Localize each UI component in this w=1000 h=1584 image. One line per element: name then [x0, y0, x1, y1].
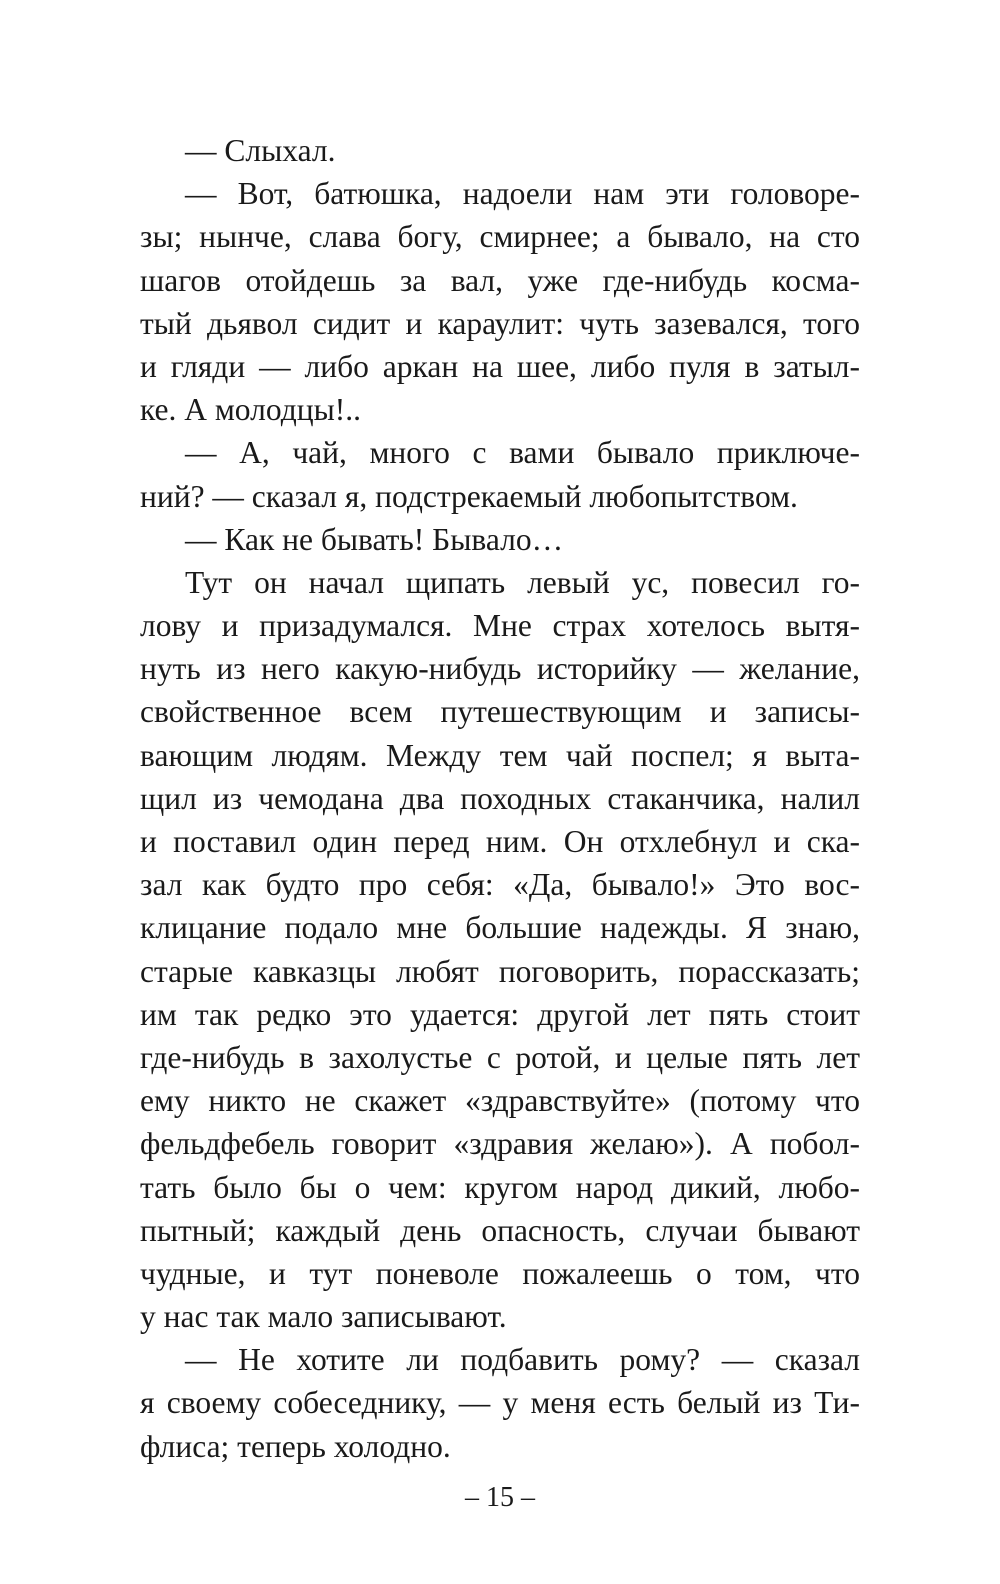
- text-line: зы; нынче, слава богу, смирнее; а бывало, на сто: [140, 219, 860, 255]
- text-line: ний? — сказал я, подстрекаемый любопытством.: [140, 478, 798, 514]
- text-line: тый дьявол сидит и караулит: чуть зазевался, того: [140, 305, 860, 341]
- text-line: — Слыхал.: [185, 133, 336, 168]
- text-line: — Вот, батюшка, надоели нам эти головоре-: [185, 176, 860, 212]
- text-line: фельдфебель говорит «здравия желаю»). А побол-: [140, 1126, 860, 1162]
- text-line: им так редко это удается: другой лет пять стоит: [140, 996, 860, 1032]
- text-line: шагов отойдешь за вал, уже где-нибудь косма-: [140, 262, 860, 298]
- text-line: ке. А молодцы!..: [140, 392, 361, 428]
- text-line: нуть из него какую-нибудь историйку — желание,: [140, 651, 860, 687]
- text-line: старые кавказцы любят поговорить, порассказать;: [140, 953, 860, 989]
- text-line: и гляди — либо аркан на шее, либо пуля в затыл-: [140, 348, 860, 384]
- text-line: лову и призадумался. Мне страх хотелось вытя-: [140, 608, 860, 644]
- text-line: щил из чемодана два походных стаканчика, налил: [140, 780, 860, 816]
- text-line: свойственное всем путешествующим и записы-: [140, 694, 860, 730]
- page-text: [140, 129, 860, 1468]
- text-line: у нас так мало записывают.: [140, 1299, 507, 1335]
- text-line: флиса; теперь холодно.: [140, 1428, 451, 1464]
- text-line: где-нибудь в захолустье с ротой, и целые пять лет: [140, 1039, 860, 1075]
- page-number: – 15 –: [465, 1482, 535, 1513]
- text-line: тать было бы о чем: кругом народ дикий, любо-: [140, 1169, 860, 1205]
- text-line: — Не хотите ли подбавить рому? — сказал: [185, 1342, 860, 1378]
- text-line: и поставил один перед ним. Он отхлебнул и ска-: [140, 824, 860, 859]
- text-line: пытный; каждый день опасность, случаи бывают: [140, 1212, 860, 1248]
- text-line: вающим людям. Между тем чай поспел; я выта-: [140, 737, 860, 773]
- text-line: — А, чай, много с вами бывало приключе-: [185, 435, 860, 471]
- text-line: ему никто не скажет «здравствуйте» (потому что: [140, 1083, 860, 1119]
- text-line: зал как будто про себя: «Да, бывало!» Это вос-: [140, 867, 860, 903]
- text-line: Тут он начал щипать левый ус, повесил го-: [185, 564, 860, 600]
- text-line: клицание подало мне большие надежды. Я знаю,: [140, 910, 860, 946]
- text-line: чудные, и тут поневоле пожалеешь о том, что: [140, 1255, 860, 1291]
- text-line: я своему собеседнику, — у меня есть белый из Ти-: [140, 1385, 860, 1421]
- text-line: — Как не бывать! Бывало…: [185, 521, 564, 557]
